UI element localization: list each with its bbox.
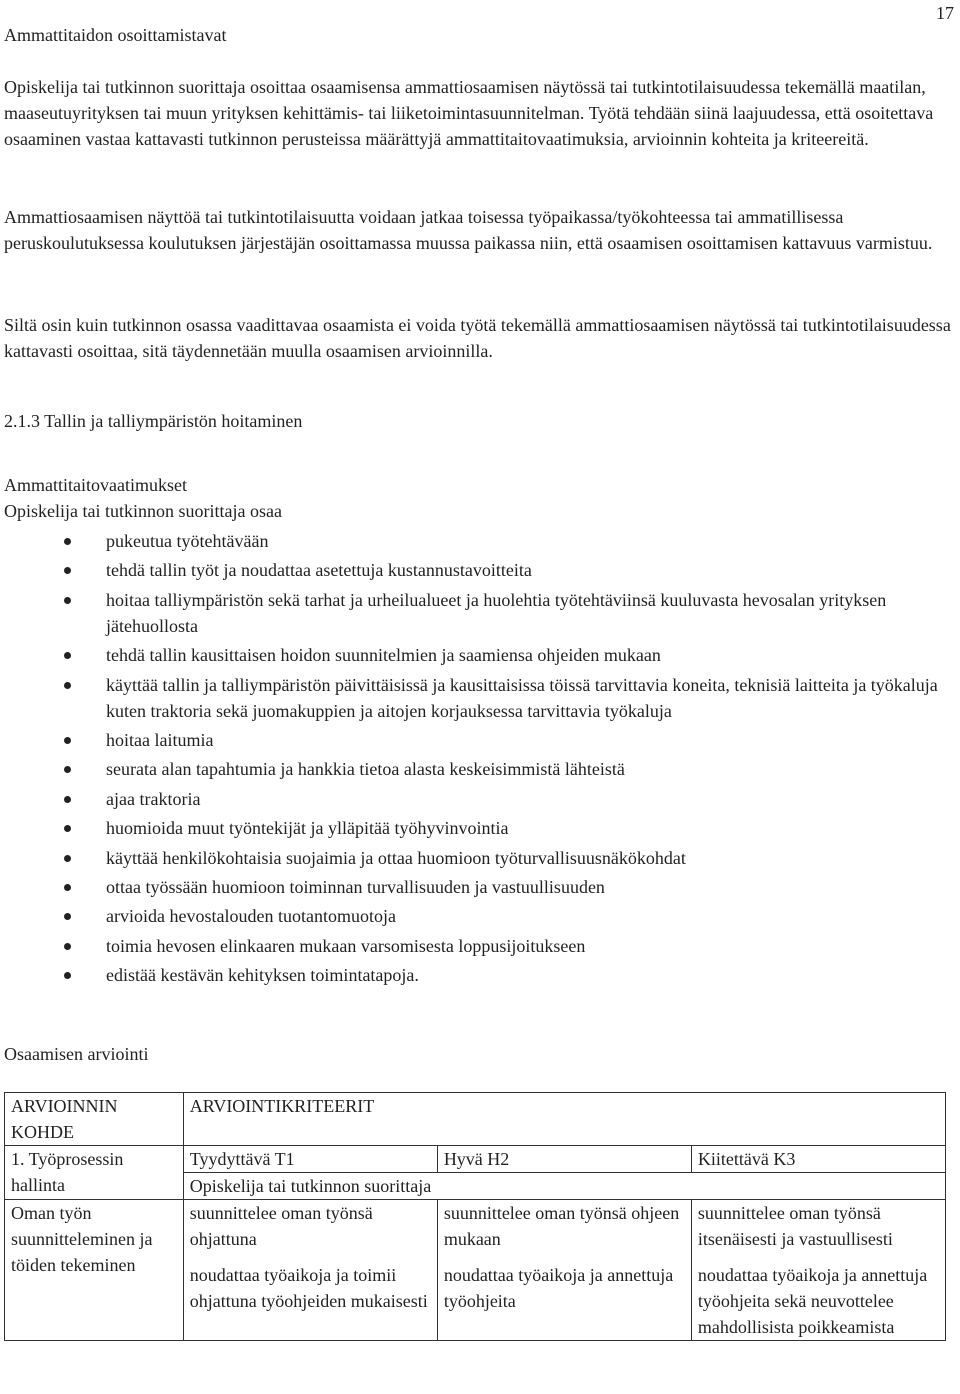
list-item-text: ajaa traktoria [106,788,201,809]
list-item [0,874,952,900]
list-item [0,672,952,724]
list-item-text: käyttää henkilökohtaisia suojaimia ja ottaa huomioon työturvallisuusnäkökohdat [106,847,686,868]
bullet-icon [64,737,71,744]
bullet-icon [64,597,71,604]
list-item-text: tehdä tallin kausittaisen hoidon suunnitelmien ja saamiensa ohjeiden mukaan [106,645,661,666]
criteria-cell: suunnittelee oman työnsä ohjattuna [183,1200,437,1263]
criteria-cell: suunnittelee oman työnsä itsenäisesti ja vastuullisesti [691,1200,945,1263]
list-item-text: ottaa työssään huomioon toiminnan turvallisuuden ja vastuullisuuden [106,876,605,897]
bullet-icon [64,913,71,920]
list-item-text: toimia hevosen elinkaaren mukaan varsomisesta loppusijoitukseen [106,935,586,956]
bullet-icon [64,884,71,891]
list-item [0,786,952,812]
requirements-list [0,528,952,991]
list-item [0,903,952,929]
bullet-icon [64,766,71,773]
criteria-cell: noudattaa työaikoja ja annettuja työohjeita [437,1262,691,1341]
bullet-icon [64,652,71,659]
bullet-icon [64,972,71,979]
table-row [5,1200,946,1263]
bullet-icon [64,825,71,832]
list-item [0,587,952,639]
table-row [5,1093,946,1146]
paragraph: Opiskelija tai tutkinnon suorittaja osoittaa osaamisensa ammattiosaamisen näytössä tai tutkintotilaisuudessa tekemällä maatilan, maaseutuyrityksen tai muun yrityksen kehittämis- tai liiketoimintasuunnitelman. Työtä tehdään siinä laajuudessa, että osoitettava osaaminen vastaa kattavasti tutkinnon perusteissa määrättyjä ammattitaitovaatimuksia, arvioinnin kohteita ja kriteereitä. [4,77,934,149]
list-item-text: tehdä tallin työt ja noudattaa asetettuja kustannustavoitteita [106,560,532,581]
list-item-text: hoitaa talliympäristön sekä tarhat ja urheilualueet ja huolehtia työtehtäviinsä kuuluvasta hevosalan yrityksen jätehuollosta [106,589,887,636]
paragraph: Ammattiosaamisen näyttöä tai tutkintotilaisuutta voidaan jatkaa toisessa työpaikassa/työkohteessa tai ammatillisessa peruskoulutuksessa koulutuksen järjestäjän osoittamassa muussa paikassa niin, että osaamisen osoittamisen kattavuus varmistuu. [4,207,933,253]
bullet-icon [64,855,71,862]
list-item [0,727,952,753]
assessment-table [4,1092,946,1341]
paragraph: Siltä osin kuin tutkinnon osassa vaadittavaa osaamista ei voida työtä tekemällä ammattiosaamisen näytössä tai tutkintotilaisuudessa kattavasti osoittaa, sitä täydennetään muulla osaamisen arvioinnilla. [4,315,951,361]
subsection-title: 2.1.3 Tallin ja talliympäristön hoitaminen [4,411,303,431]
list-item-text: huomioida muut työntekijät ja ylläpitää työhyvinvointia [106,818,509,839]
target-cell: 1. Työprosessin hallinta [5,1146,184,1200]
header-target-cell: ARVIOINNIN KOHDE [5,1093,184,1146]
criteria-cell: noudattaa työaikoja ja annettuja työohjeita sekä neuvottelee mahdollisista poikkeamista [691,1262,945,1341]
bullet-icon [64,943,71,950]
list-item [0,815,952,841]
criteria-cell: suunnittelee oman työnsä ohjeen mukaan [437,1200,691,1263]
list-item [0,528,952,554]
criteria-cell: noudattaa työaikoja ja toimii ohjattuna työohjeiden mukaisesti [183,1262,437,1341]
section-title: Ammattitaidon osoittamistavat [4,25,227,45]
level-h2-cell: Hyvä H2 [437,1146,691,1173]
assessment-title: Osaamisen arviointi [4,1044,149,1064]
level-k3-cell: Kiitettävä K3 [691,1146,945,1173]
header-criteria-cell: ARVIOINTIKRITEERIT [183,1093,945,1146]
list-item [0,962,952,988]
subtarget-cell: Oman työn suunnitteleminen ja töiden tekeminen [5,1200,184,1341]
list-item [0,557,952,583]
list-item-text: käyttää tallin ja talliympäristön päivittäisissä ja kausittaisissa töissä tarvittavia koneita, teknisiä laitteita ja työkaluja kuten traktoria sekä juomakuppien ja aitojen korjauksessa tarvittavia työkaluja [106,674,938,721]
list-item [0,845,952,871]
bullet-icon [64,538,71,545]
list-item [0,756,952,782]
requirements-heading: Ammattitaitovaatimukset [4,475,187,495]
list-item-text: hoitaa laitumia [106,729,214,750]
table-row [5,1146,946,1173]
bullet-icon [64,796,71,803]
list-item-text: arvioida hevostalouden tuotantomuotoja [106,906,396,927]
level-t1-cell: Tyydyttävä T1 [183,1146,437,1173]
list-item [0,642,952,668]
bullet-icon [64,567,71,574]
page-number: 17 [936,3,954,23]
bullet-icon [64,682,71,689]
list-item-text: seurata alan tapahtumia ja hankkia tietoa alasta keskeisimmistä lähteistä [106,759,625,780]
list-item-text: edistää kestävän kehityksen toimintatapoja. [106,965,419,986]
requirements-intro: Opiskelija tai tutkinnon suorittaja osaa [4,501,282,521]
list-item [0,933,952,959]
list-item-text: pukeutua työtehtävään [106,531,269,551]
performer-cell: Opiskelija tai tutkinnon suorittaja [183,1173,945,1200]
